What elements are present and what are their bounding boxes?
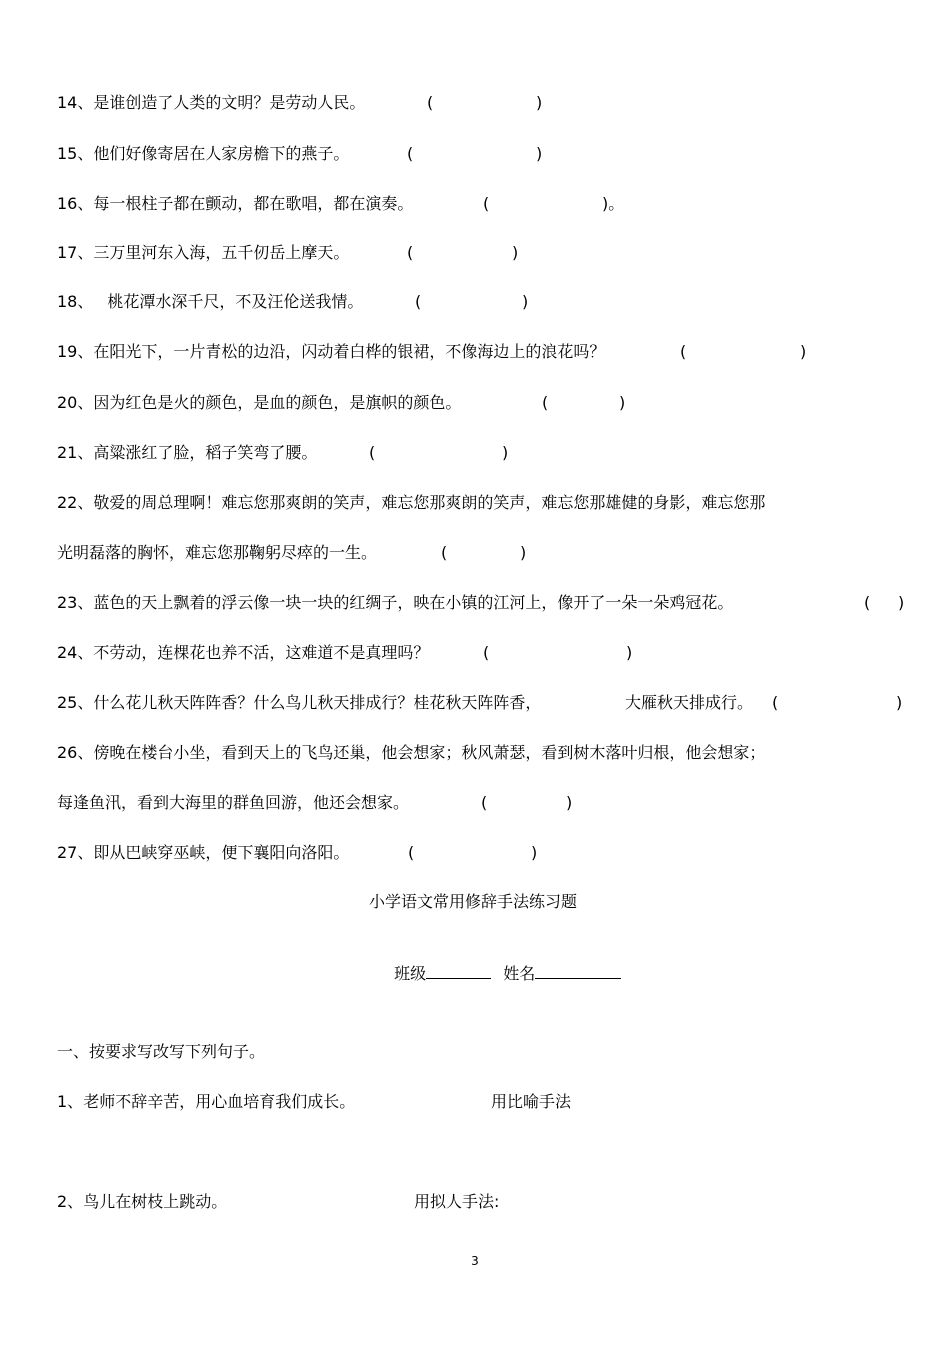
answer-paren-close: )	[800, 342, 807, 361]
task-1-method: 用比喻手法	[491, 1092, 572, 1111]
answer-paren-close: )	[619, 393, 626, 412]
item-number: 24、	[57, 643, 94, 662]
name-label: 姓名	[503, 964, 536, 983]
answer-paren-open: (	[542, 393, 549, 412]
item-text: 蓝色的天上飘着的浮云像一块一块的红绸子，映在小镇的江河上，像开了一朵一朵鸡冠花。	[93, 593, 734, 612]
answer-paren-open: (	[415, 292, 422, 311]
item-text: 即从巴峡穿巫峡，便下襄阳向洛阳。	[93, 843, 350, 862]
answer-paren-open: (	[864, 593, 871, 612]
answer-paren-close: )	[522, 292, 529, 311]
answer-paren-open: (	[427, 93, 434, 112]
item-22	[57, 493, 765, 513]
item-19	[57, 342, 605, 362]
item-25-answer-text: 大雁秋天排成行。	[625, 693, 754, 712]
item-text: 高粱涨红了脸，稻子笑弯了腰。	[93, 443, 318, 462]
item-text: 每一根柱子都在颤动，都在歌唱，都在演奏。	[93, 194, 414, 213]
item-text: 他们好像寄居在人家房檐下的燕子。	[93, 144, 350, 163]
task-1	[57, 1092, 355, 1112]
item-26	[57, 743, 765, 763]
item-23	[57, 593, 733, 613]
task-2	[57, 1192, 227, 1212]
answer-paren-close: )	[502, 443, 509, 462]
item-number: 17、	[57, 243, 94, 262]
item-text: 三万里河东入海，五千仞岳上摩天。	[93, 243, 350, 262]
item-number: 14、	[57, 93, 94, 112]
answer-paren-open: (	[407, 144, 414, 163]
item-text: 在阳光下，一片青松的边沿，闪动着白桦的银裙，不像海边上的浪花吗？	[93, 342, 606, 361]
item-number: 19、	[57, 342, 94, 361]
section-title: 小学语文常用修辞手法练习题	[368, 892, 577, 911]
answer-paren-open: (	[483, 643, 490, 662]
answer-paren-close: )	[512, 243, 519, 262]
item-22-continuation: 光明磊落的胸怀，难忘您那鞠躬尽瘁的一生。	[57, 543, 378, 562]
answer-paren-close: )	[898, 593, 905, 612]
answer-paren-close: )。	[602, 194, 625, 213]
answer-paren-open: (	[369, 443, 376, 462]
task-text: 老师不辞辛苦，用心血培育我们成长。	[83, 1092, 356, 1111]
item-18	[57, 292, 363, 312]
item-15	[57, 144, 349, 164]
answer-paren-close: )	[536, 144, 543, 163]
name-blank	[535, 962, 621, 979]
answer-paren-open: (	[481, 793, 488, 812]
item-number: 22、	[57, 493, 94, 512]
task-number: 2、	[57, 1192, 84, 1211]
item-number: 15、	[57, 144, 94, 163]
task-number: 1、	[57, 1092, 84, 1111]
item-14	[57, 93, 365, 113]
answer-paren-open: (	[772, 693, 779, 712]
answer-paren-close: )	[531, 843, 538, 862]
item-number: 26、	[57, 743, 94, 762]
answer-paren-close: )	[626, 643, 633, 662]
item-text: 因为红色是火的颜色，是血的颜色，是旗帜的颜色。	[93, 393, 462, 412]
item-text: 是谁创造了人类的文明？是劳动人民。	[93, 93, 366, 112]
item-text: 傍晚在楼台小坐，看到天上的飞鸟还巢，他会想家；秋风萧瑟，看到树木落叶归根，他会想家；	[93, 743, 766, 762]
item-24	[57, 643, 429, 663]
item-text: 桃花潭水深千尺，不及汪伦送我情。	[107, 292, 364, 311]
class-name-line	[384, 942, 621, 984]
item-text: 什么花儿秋天阵阵香？什么鸟儿秋天排成行？桂花秋天阵阵香，	[93, 693, 542, 712]
answer-paren-close: )	[520, 543, 527, 562]
item-16	[57, 194, 413, 214]
class-blank	[426, 962, 491, 979]
answer-paren-close: )	[566, 793, 573, 812]
answer-paren-open: (	[483, 194, 490, 213]
item-number: 25、	[57, 693, 94, 712]
answer-paren-open: (	[680, 342, 687, 361]
item-20	[57, 393, 461, 413]
part-heading: 一、按要求写改写下列句子。	[57, 1042, 266, 1061]
item-17	[57, 243, 349, 263]
task-2-method: 用拟人手法:	[414, 1192, 500, 1211]
item-number: 21、	[57, 443, 94, 462]
answer-paren-open: (	[441, 543, 448, 562]
answer-paren-open: (	[408, 843, 415, 862]
task-text: 鸟儿在树枝上跳动。	[83, 1192, 228, 1211]
item-26-continuation: 每逢鱼汛，看到大海里的群鱼回游，他还会想家。	[57, 793, 410, 812]
item-number: 16、	[57, 194, 94, 213]
answer-paren-open: (	[407, 243, 414, 262]
item-text: 不劳动，连棵花也养不活，这难道不是真理吗？	[93, 643, 430, 662]
item-text: 敬爱的周总理啊！难忘您那爽朗的笑声，难忘您那爽朗的笑声，难忘您那雄健的身影，难忘您那	[93, 493, 766, 512]
answer-paren-close: )	[896, 693, 903, 712]
item-number: 23、	[57, 593, 94, 612]
item-27	[57, 843, 349, 863]
item-number: 27、	[57, 843, 94, 862]
item-number: 20、	[57, 393, 94, 412]
item-25	[57, 693, 541, 713]
answer-paren-close: )	[536, 93, 543, 112]
class-label: 班级	[394, 964, 427, 983]
page-number: 3	[471, 1254, 479, 1268]
item-number: 18、	[57, 292, 94, 311]
item-21	[57, 443, 317, 463]
